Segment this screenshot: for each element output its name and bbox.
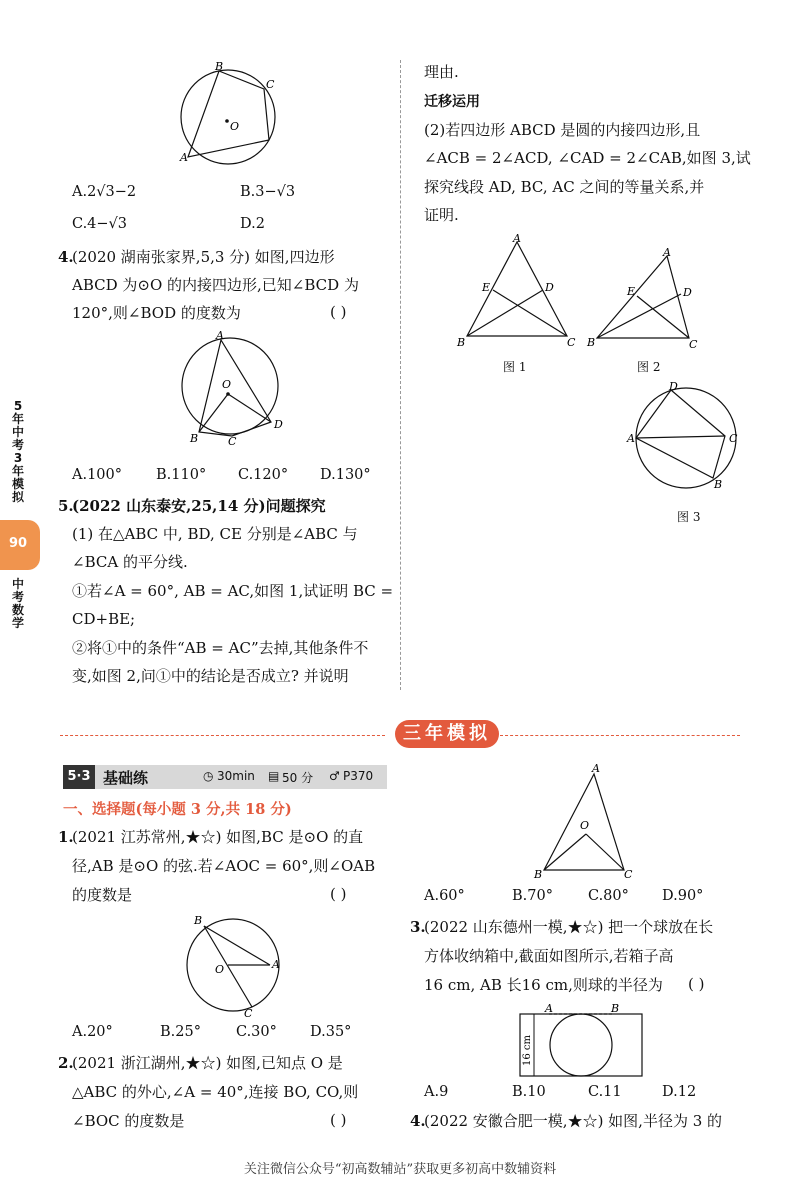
q4-center-dot — [226, 392, 230, 396]
q1-number: 1. — [58, 828, 74, 846]
score-icon: ▤ — [268, 769, 280, 783]
q1-circle-figure — [180, 912, 290, 1017]
fig2-segment-ce — [637, 296, 689, 338]
rt-line3: ∠ACB = 2∠ACD, ∠CAD = 2∠CAB,如图 3,试 — [424, 149, 751, 167]
q3-line1: (2022 山东德州一模,★☆) 把一个球放在长 — [424, 918, 714, 936]
q3-options-row2 — [72, 216, 392, 236]
q5-line2: (1) 在△ABC 中, BD, CE 分别是∠ABC 与 — [72, 525, 358, 543]
q1-option-a[interactable]: A.20° — [72, 1024, 113, 1040]
q3-box-figure — [510, 1000, 650, 1080]
q1-option-c[interactable]: C.30° — [236, 1024, 277, 1040]
banner-line-right — [500, 735, 740, 736]
banner-title: 三年模拟 — [395, 720, 499, 748]
fig1-label-b: B — [457, 336, 466, 349]
q3-options — [424, 1084, 744, 1104]
fig2-label-a: A — [663, 246, 671, 259]
practice-score: 50 分 — [282, 771, 314, 785]
q4-line2: ABCD 为⊙O 的内接四边形,已知∠BCD 为 — [72, 276, 359, 294]
q5-line3: ∠BCA 的平分线. — [72, 553, 188, 571]
q2-line3: ∠BOC 的度数是 — [72, 1112, 185, 1130]
q3-option-d[interactable]: D.12 — [662, 1084, 697, 1100]
column-divider — [400, 60, 401, 690]
fig2-label-d: D — [683, 286, 692, 299]
q4-line1: (2020 湖南张家界,5,3 分) 如图,四边形 — [72, 248, 335, 266]
page-number: 90 — [9, 536, 28, 551]
fig3-label-b: B — [714, 478, 723, 491]
rt-line1: 理由. — [424, 63, 459, 81]
practice-badge: 5·3 — [63, 765, 95, 789]
q3-ball — [550, 1014, 612, 1076]
q2-label-c: C — [624, 868, 633, 881]
fig1-label-a: A — [513, 232, 521, 245]
section-one-heading: 一、选择题(每小题 3 分,共 18 分) — [63, 801, 292, 818]
section-banner — [60, 720, 740, 750]
q4-circle-figure — [176, 330, 286, 445]
rt-line5: 证明. — [424, 206, 459, 224]
q5-number: 5. — [58, 497, 74, 515]
q1-label-b: B — [194, 914, 203, 927]
fig2-label-e: E — [627, 285, 636, 298]
q3-option-c[interactable]: C.11 — [588, 1084, 622, 1100]
fig3-circle-figure — [625, 380, 750, 495]
q2-label-b: B — [534, 868, 543, 881]
q3-box — [520, 1014, 642, 1076]
fig1-label-d: D — [545, 281, 554, 294]
practice-time: 30min — [217, 769, 255, 783]
page-number-tab — [0, 520, 40, 570]
practice-answer-page: P370 — [343, 769, 374, 783]
q4-number: 4. — [58, 248, 74, 266]
q3-label-c: C — [266, 78, 275, 91]
q4-quadrilateral — [199, 340, 271, 436]
rt-heading: 迁移运用 — [424, 94, 480, 110]
q2-segment-bo — [544, 834, 586, 870]
q3-circle — [181, 70, 275, 164]
q4-label-d: D — [274, 418, 283, 431]
q4-option-b[interactable]: B.110° — [156, 467, 207, 483]
q3-option-b[interactable]: B.10 — [512, 1084, 546, 1100]
q1-line2: 径,AB 是⊙O 的弦.若∠AOC = 60°,则∠OAB — [72, 857, 376, 875]
q3-line3: 16 cm, AB 长16 cm,则球的半径为 — [424, 976, 663, 994]
q2-options — [424, 888, 744, 908]
rt-line2: (2)若四边形 ABCD 是圆的内接四边形,且 — [424, 121, 701, 139]
q2-answer-blank[interactable]: ( ) — [330, 1111, 347, 1129]
q4-label-c: C — [228, 435, 237, 445]
q1-label-c: C — [244, 1007, 253, 1017]
q3-label-o: O — [230, 120, 240, 133]
q5-line5: CD+BE; — [72, 610, 136, 628]
fig3-label-c: C — [729, 432, 738, 445]
q1-diameter-bc — [204, 926, 252, 1007]
q2-line1: (2021 浙江湖州,★☆) 如图,已知点 O 是 — [72, 1054, 343, 1072]
q3-option-b[interactable]: B.3−√3 — [240, 184, 296, 200]
q3-height-label: 16 cm — [522, 1035, 533, 1066]
practice-title: 基础练 — [103, 769, 149, 787]
q4-label-a: A — [216, 330, 224, 342]
fig1-triangle — [455, 232, 585, 352]
q3-option-d[interactable]: D.2 — [240, 216, 265, 232]
banner-line-left — [60, 735, 385, 736]
fig3-segment-ac — [636, 436, 725, 438]
fig2-triangle — [585, 244, 705, 354]
q3-answer-blank[interactable]: ( ) — [688, 975, 705, 993]
q4b-line1: (2022 安徽合肥一模,★☆) 如图,半径为 3 的 — [424, 1112, 723, 1130]
q1-options — [72, 1024, 392, 1044]
q1-line3: 的度数是 — [72, 886, 133, 904]
fig1-label-c: C — [567, 336, 576, 349]
q5-line7: 变,如图 2,问①中的结论是否成立? 并说明 — [72, 667, 349, 685]
q5-line6: ②将①中的条件“AB = AC”去掉,其他条件不 — [72, 639, 369, 657]
q1-label-o: O — [215, 963, 225, 976]
q1-chord-ab — [204, 926, 270, 965]
q2-label-a: A — [592, 762, 600, 775]
q3-options-row1 — [72, 184, 392, 204]
q4-line3: 120°,则∠BOD 的度数为 — [72, 304, 241, 322]
fig2-label-c: C — [689, 338, 698, 351]
q1-option-d[interactable]: D.35° — [310, 1024, 352, 1040]
fig2-caption: 图 2 — [637, 360, 661, 374]
page-footer: 关注微信公众号“初高数辅站”获取更多初高中数辅资料 — [243, 1162, 557, 1177]
q2-option-d[interactable]: D.90° — [662, 888, 704, 904]
answer-icon: ♂ — [329, 769, 340, 783]
q3-number: 3. — [410, 918, 426, 936]
q2-label-o: O — [580, 819, 590, 832]
q3-center-dot — [225, 119, 229, 123]
q2-option-a[interactable]: A.60° — [424, 888, 465, 904]
q2-line2: △ABC 的外心,∠A = 40°,连接 BO, CO,则 — [72, 1083, 359, 1101]
q3-quadrilateral — [188, 71, 269, 157]
q3-line2: 方体收纳箱中,截面如图所示,若箱子高 — [424, 947, 674, 965]
q3-circle-figure — [170, 62, 290, 172]
q4-option-c[interactable]: C.120° — [238, 467, 289, 483]
q1-answer-blank[interactable]: ( ) — [330, 885, 347, 903]
fig1-label-e: E — [482, 281, 491, 294]
q4-segment-od — [228, 394, 271, 422]
practice-header — [63, 765, 387, 789]
q4-label-o: O — [222, 378, 232, 391]
q5-line4: ①若∠A = 60°, AB = AC,如图 1,试证明 BC = — [72, 582, 394, 600]
q2-triangle-figure — [530, 762, 635, 882]
q4-label-b: B — [190, 432, 199, 445]
clock-icon: ◷ — [203, 769, 214, 783]
q5-line1: (2022 山东泰安,25,14 分)问题探究 — [72, 497, 326, 515]
q3-label-b: B — [611, 1002, 620, 1015]
q4-options — [72, 467, 392, 487]
q3-option-a[interactable]: A.2√3−2 — [72, 184, 137, 200]
fig3-caption: 图 3 — [677, 510, 701, 524]
q1-option-b[interactable]: B.25° — [160, 1024, 201, 1040]
q3-label-b: B — [215, 62, 224, 73]
q3-option-c[interactable]: C.4−√3 — [72, 216, 128, 232]
book-title: 5 年 中 考 3 年 模 拟 — [11, 399, 24, 504]
fig2-label-b: B — [587, 336, 596, 349]
q2-option-b[interactable]: B.70° — [512, 888, 553, 904]
q4-option-d[interactable]: D.130° — [320, 467, 371, 483]
q2-number: 2. — [58, 1054, 74, 1072]
q4-option-a[interactable]: A.100° — [72, 467, 123, 483]
q4-answer-blank[interactable]: ( ) — [330, 303, 347, 321]
subject-label: 中 考 数 学 — [11, 577, 24, 630]
q1-label-a: A — [272, 958, 280, 971]
q1-line1: (2021 江苏常州,★☆) 如图,BC 是⊙O 的直 — [72, 828, 364, 846]
fig2-segment-bd — [597, 294, 681, 338]
q4b-number: 4. — [410, 1112, 426, 1130]
fig3-label-a: A — [627, 432, 635, 445]
q3-label-a: A — [545, 1002, 553, 1015]
q3-label-a: A — [180, 151, 188, 164]
rt-line4: 探究线段 AD, BC, AC 之间的等量关系,并 — [424, 178, 705, 196]
q2-option-c[interactable]: C.80° — [588, 888, 629, 904]
q3-option-a[interactable]: A.9 — [424, 1084, 449, 1100]
fig3-label-d: D — [669, 380, 678, 393]
fig1-caption: 图 1 — [503, 360, 527, 374]
